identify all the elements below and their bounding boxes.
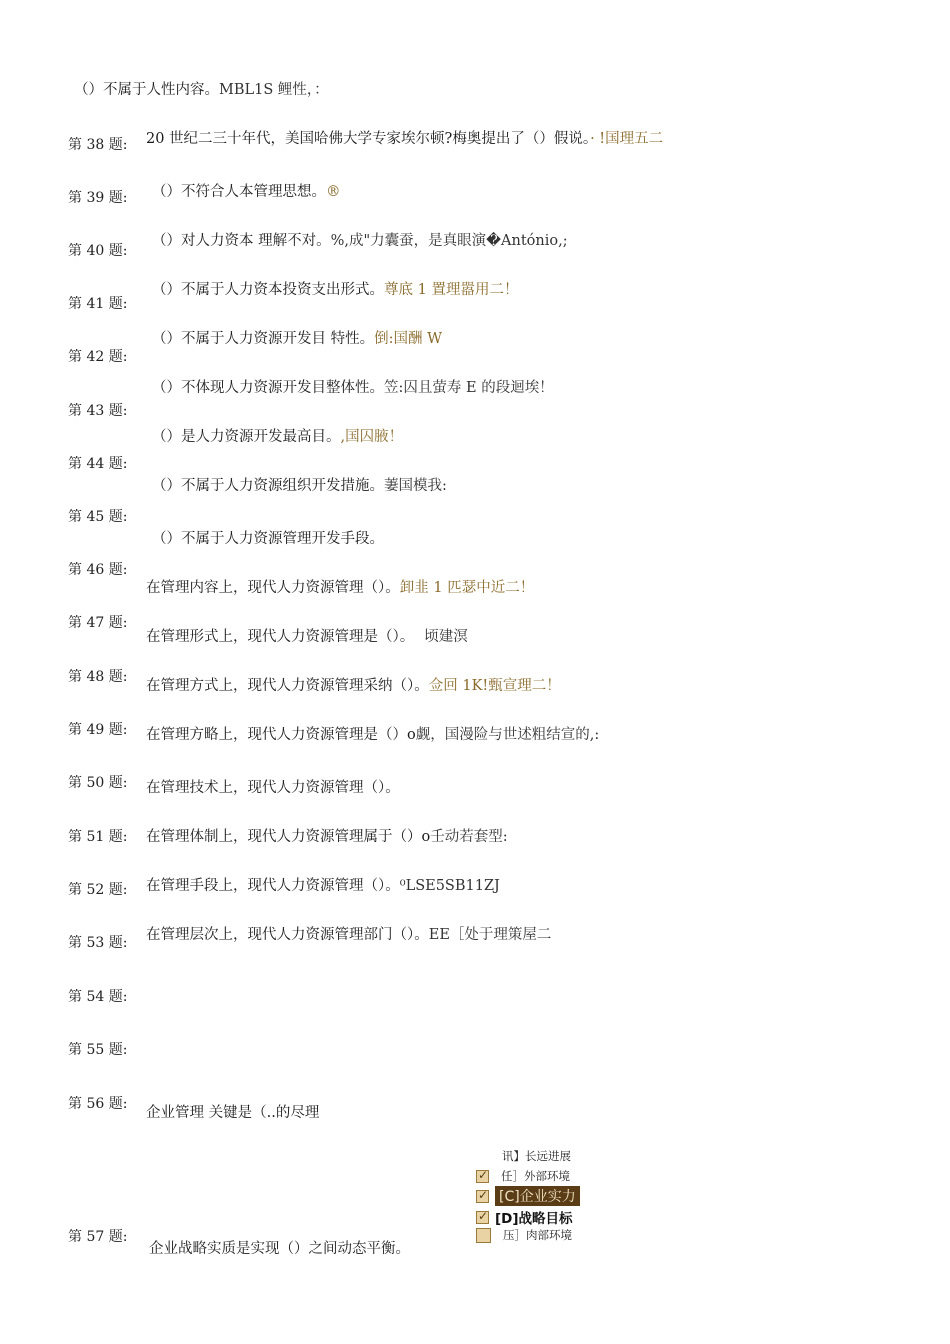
question-stem: 在管理手段上，现代人力资源管理（）。	[146, 878, 400, 894]
question-number: 第 46 题:	[68, 562, 128, 578]
question-stem: 在管理层次上，现代人力资源管理部门（）。	[146, 927, 429, 943]
question-stem: （）不体现人力资源开发目整体性。	[152, 380, 384, 396]
ocr-noise: 卸韭 1 匹瑟中近二！	[399, 580, 535, 596]
question-text	[152, 474, 447, 495]
question-number: 第 50 题:	[68, 775, 128, 791]
option-e[interactable]	[476, 1227, 572, 1243]
question-number: 第 44 题:	[68, 456, 128, 472]
question-stem: （）对人力资本 理解不对。	[152, 233, 331, 249]
option-b[interactable]	[476, 1168, 570, 1184]
question-text	[152, 229, 568, 250]
question-text	[149, 1237, 410, 1258]
question-number: 第 41 题:	[68, 296, 128, 312]
question-stem: 在管理体制上，现代人力资源管理属于（）o	[146, 829, 431, 845]
ocr-noise: 佥回 1K!甄宣理二！	[428, 678, 561, 694]
question-number: 第 38 题:	[68, 137, 128, 153]
question-number: 第 45 题:	[68, 509, 128, 525]
ocr-noise: 萋国模我:	[384, 478, 447, 494]
question-number: 第 40 题:	[68, 243, 128, 259]
ocr-noise: %,成"力囊蚕，是真眼演�António,;	[330, 233, 568, 249]
ocr-noise: 尊底 1 置理嚣用二！	[384, 282, 519, 298]
question-number: 第 49 题:	[68, 722, 128, 738]
checkbox-icon[interactable]	[476, 1211, 489, 1224]
question-stem: （）不属于人力资本投资支出形式。	[152, 282, 384, 298]
option-d[interactable]	[476, 1207, 573, 1227]
question-stem: 在管理技术上，现代人力资源管理（）。	[146, 780, 400, 796]
question-text	[152, 376, 554, 397]
question-text	[146, 825, 508, 846]
question-stem: 在管理形式上，现代人力资源管理是（）。	[146, 629, 415, 645]
question-text	[146, 576, 534, 597]
question-text	[146, 1101, 319, 1122]
ocr-noise: 觑，国漫险与世述粗结宣的,:	[415, 727, 600, 743]
ocr-noise: ®	[326, 184, 341, 200]
option-label: 压］肉部环境	[503, 1228, 572, 1242]
checkbox-icon[interactable]	[476, 1170, 489, 1183]
question-number: 第 55 题:	[68, 1042, 128, 1058]
question-text	[146, 127, 663, 148]
question-text	[152, 327, 442, 348]
question-number: 第 48 题:	[68, 669, 128, 685]
question-stem: 在管理内容上，现代人力资源管理（）。	[146, 580, 400, 596]
header-line-noise: MBL1S 鲤性，：	[219, 82, 329, 98]
question-stem: 在管理方式上，现代人力资源管理采纳（）。	[146, 678, 429, 694]
ocr-noise: EE［处于理策屋二	[428, 927, 552, 943]
question-number: 第 56 题:	[68, 1096, 128, 1112]
header-line-text: （）不属于人性内容。	[74, 82, 219, 98]
checkbox-icon[interactable]	[476, 1190, 489, 1203]
option-label: 讯】长远进展	[502, 1149, 571, 1163]
option-label: [C]企业实力	[495, 1186, 580, 1206]
question-text	[146, 625, 468, 646]
question-stem: 在管理方略上，现代人力资源管理是（）o	[146, 727, 416, 743]
question-text	[146, 874, 500, 895]
ocr-noise: ⁰LSE5SB11ZJ	[399, 878, 500, 894]
question-number: 第 42 题:	[68, 349, 128, 365]
question-text	[152, 278, 518, 299]
question-stem: （）不属于人力资源组织开发措施。	[152, 478, 384, 494]
question-number: 第 43 题:	[68, 403, 128, 419]
option-label: [D]战略目标	[495, 1211, 573, 1227]
question-number: 第 53 题:	[68, 935, 128, 951]
ocr-noise: ,国囚腋！	[340, 429, 404, 445]
question-stem: （）不属于人力资源管理开发手段。	[152, 531, 384, 547]
ocr-noise: · !国理五二	[590, 131, 664, 147]
question-stem: 20 世纪二三十年代，美国哈佛大学专家埃尔顿?梅奥提出了（）假说。	[146, 131, 591, 147]
question-text	[146, 776, 400, 797]
question-text	[152, 425, 403, 446]
ocr-noise: 壬动若套型:	[430, 829, 508, 845]
option-label: 任］外部环境	[501, 1169, 570, 1183]
question-text	[152, 527, 384, 548]
ocr-noise: 倒:国酬 W	[374, 331, 443, 347]
question-stem: （）是人力资源开发最高目。	[152, 429, 341, 445]
question-number: 第 54 题:	[68, 989, 128, 1005]
header-line	[74, 78, 329, 99]
question-stem: （）不属于人力资源开发目 特性。	[152, 331, 375, 347]
option-a[interactable]	[502, 1148, 571, 1164]
question-number: 第 39 题:	[68, 190, 128, 206]
question-number: 第 51 题:	[68, 829, 128, 845]
question-text	[152, 180, 341, 201]
question-stem: （）不符合人本管理思想。	[152, 184, 326, 200]
question-text	[146, 923, 551, 944]
question-stem: 企业管理 关键是（..的尽理	[146, 1105, 320, 1121]
option-c[interactable]	[476, 1186, 580, 1206]
question-stem: 企业战略实质是实现（）之间动态平衡。	[149, 1241, 410, 1257]
answer-options	[476, 1148, 596, 1248]
question-number: 第 57 题:	[68, 1229, 128, 1245]
question-number: 第 52 题:	[68, 882, 128, 898]
ocr-noise: 笠:囚且萤寿 E 的段迴埃！	[384, 380, 554, 396]
question-text	[146, 674, 561, 695]
checkbox-icon[interactable]	[476, 1228, 491, 1243]
question-text	[146, 723, 599, 744]
ocr-noise: 顷建溟	[424, 629, 468, 645]
question-number: 第 47 题:	[68, 615, 128, 631]
